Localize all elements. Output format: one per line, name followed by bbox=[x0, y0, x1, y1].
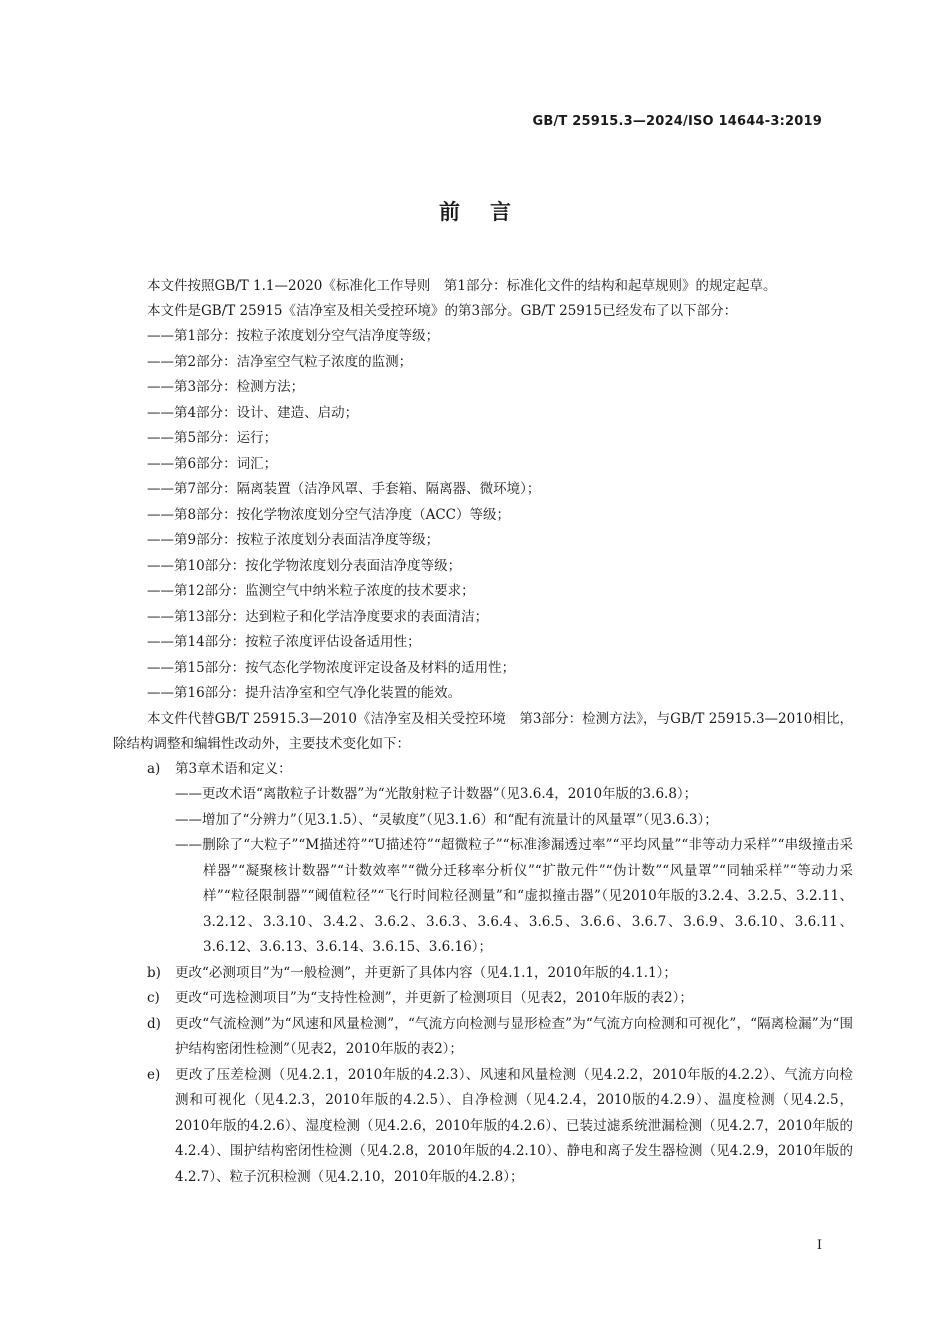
list-item: ——第8部分：按化学物浓度划分空气洁净度（ACC）等级； bbox=[147, 506, 510, 523]
item-text: 更改“气流检测”为“风速和风量检测”，“气流方向检测与显形检查”为“气流方向检测和可视化”，“隔离检漏”为“围护结构密闭性检测”（见表2，2010年版的表2）； bbox=[175, 1015, 853, 1057]
sub-item: ——增加了“分辨力”（见3.1.5）、“灵敏度”（见3.1.6）和“配有流量计的风量罩”（见3.6.3）； bbox=[175, 811, 718, 828]
list-item: ——第7部分：隔离装置（洁净风罩、手套箱、隔离器、微环境）； bbox=[147, 481, 541, 497]
item-label: b) bbox=[147, 964, 161, 981]
sub-item: ——删除了“大粒子”“M描述符”“U描述符”“超微粒子”“标准渗漏透过率”“平均风量”“非等动力采样”“串级撞击采样器”“凝聚核计数器”“计数效率”“微分迁移率分析仪”“扩散元件”“伪计数”“风量罩”“同轴采样”“等动力采样”“粒径限制器”“阈值粒径”“飞行时间粒径测量”和“虚拟撞击器”（见2010年版的3.2.4、3.2.5、3.2.11、3.2.12、3.3.10、3.4.2、3.6.2、3.6.3、3.6.4、3.6.5、3.6.6、3.6.7、3.6.9、3.6.10、3.6.11、3.6.12、3.6.13、3.6.14、3.6.15、3.6.16）； bbox=[175, 837, 853, 955]
page-number: I bbox=[816, 1238, 822, 1253]
change-item-b bbox=[113, 961, 853, 987]
change-item-a bbox=[113, 757, 853, 783]
change-item-e bbox=[113, 1063, 853, 1191]
list-item: ——第1部分：按粒子浓度划分空气洁净度等级； bbox=[147, 328, 440, 344]
paragraph-series-intro: 本文件是GB/T 25915《洁净室及相关受控环境》的第3部分。GB/T 25915已经发布了以下部分： bbox=[147, 303, 738, 319]
list-item: ——第14部分：按粒子浓度评估设备适用性； bbox=[147, 634, 421, 650]
list-item: ——第2部分：洁净室空气粒子浓度的监测； bbox=[147, 353, 413, 370]
item-label: a) bbox=[147, 760, 161, 777]
item-text: 更改了压差检测（见4.2.1，2010年版的4.2.3）、风速和风量检测（见4.2.2，2010年版的4.2.2）、气流方向检测和可视化（见4.2.3，2010年版的4.2.5）、自净检测（见4.2.4，2010版的4.2.9）、温度检测（见4.2.5，2010年版的4.2.6）、湿度检测（见4.2.6，2010年版的4.2.6）、已装过滤系统泄漏检测（见4.2.7，2010年版的4.2.4）、围护结构密闭性检测（见4.2.8，2010年版的4.2.10）、静电和离子发生器检测（见4.2.9，2010年版的4.2.7）、粒子沉积检测（见4.2.10，2010年版的4.2.8）； bbox=[175, 1066, 853, 1185]
item-label: e) bbox=[147, 1066, 161, 1083]
foreword-body bbox=[113, 274, 853, 1190]
list-item: ——第4部分：设计、建造、启动； bbox=[147, 404, 359, 421]
document-code-header: GB/T 25915.3—2024/ISO 14644-3:2019 bbox=[532, 114, 822, 129]
list-item: ——第3部分：检测方法； bbox=[147, 379, 305, 395]
item-text: 第3章术语和定义： bbox=[175, 760, 292, 777]
list-item: ——第13部分：达到粒子和化学洁净度要求的表面清洁； bbox=[147, 608, 489, 625]
list-item: ——第16部分：提升洁净室和空气净化装置的能效。 bbox=[147, 685, 462, 701]
parts-list bbox=[113, 324, 853, 707]
item-label: d) bbox=[147, 1015, 161, 1032]
list-item: ——第9部分：按粒子浓度划分表面洁净度等级； bbox=[147, 532, 440, 548]
paragraph-replacement-note: 本文件代替GB/T 25915.3—2010《洁净室及相关受控环境 第3部分：检测方法》，与GB/T 25915.3—2010相比，除结构调整和编辑性改动外，主要技术变化如下： bbox=[113, 710, 853, 752]
list-item: ——第5部分：运行； bbox=[147, 430, 278, 446]
sub-item: ——更改术语“离散粒子计数器”为“光散射粒子计数器”（见3.6.4，2010年版的3.6.8）； bbox=[175, 786, 698, 802]
item-text: 更改“可选检测项目”为“支持性检测”，并更新了检测项目（见表2，2010年版的表2）； bbox=[175, 990, 693, 1006]
list-item: ——第15部分：按气态化学物浓度评定设备及材料的适用性； bbox=[147, 659, 516, 676]
page-title: 前言 bbox=[439, 200, 541, 224]
list-item: ——第12部分：监测空气中纳米粒子浓度的技术要求； bbox=[147, 583, 475, 599]
item-label: c) bbox=[147, 990, 160, 1006]
change-item-c bbox=[113, 986, 853, 1012]
item-text: 更改“必测项目”为“一般检测”，并更新了具体内容（见4.1.1，2010年版的4.1.1）； bbox=[175, 964, 677, 981]
paragraph-drafting-basis: 本文件按照GB/T 1.1—2020《标准化工作导则 第1部分：标准化文件的结构和起草规则》的规定起草。 bbox=[147, 278, 777, 294]
list-item: ——第6部分：词汇； bbox=[147, 455, 278, 472]
change-item-d bbox=[113, 1012, 853, 1063]
list-item: ——第10部分：按化学物浓度划分表面洁净度等级； bbox=[147, 557, 462, 574]
